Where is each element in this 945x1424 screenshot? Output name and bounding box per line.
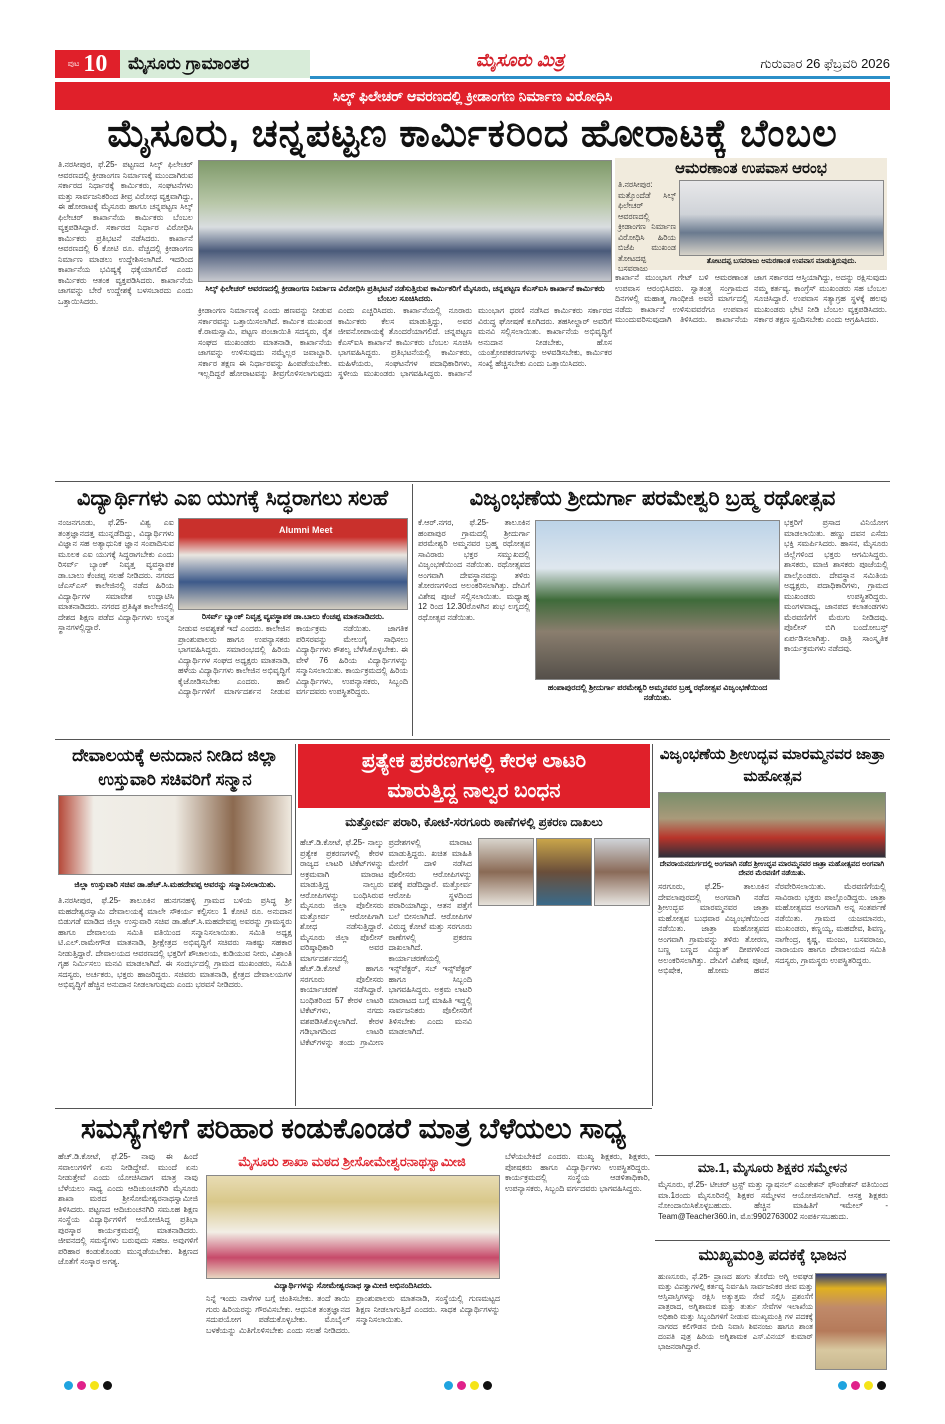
ai-story-headline: ವಿದ್ಯಾರ್ಥಿಗಳು ಎಐ ಯುಗಕ್ಕೆ ಸಿದ್ಧರಾಗಲು ಸಲಹೆ — [76, 487, 389, 510]
divider — [55, 481, 890, 482]
lead-body-left: ತಿ.ನರಸೀಪುರ, ಫೆ.25- ಪಟ್ಟಣದ ಸಿಲ್ಕ್ ಫಿಲೇಚರ್ ಆವರಣದಲ್ಲಿ ಕ್ರೀಡಾಂಗಣ ನಿರ್ಮಾಣಕ್ಕೆ ಮುಂದಾಗಿರುವ ಸರ್ಕಾರದ ನಿರ್ಧಾರಕ್ಕೆ ಕಾರ್ಮಿಕರು, ಸಂಘಟನೆಗಳು ಮತ್ತು ಸಾರ್ವಜನಿಕರಿಂದ ತೀವ್ರ ವಿರೋಧ ವ್ಯಕ್ತವಾಗಿದ್ದು, ಈ ಹೋರಾಟಕ್ಕೆ ಮೈಸೂರು ಹಾಗೂ ಚನ್ನಪಟ್ಟಣ ಸಿಲ್ಕ್ ಫಿಲೇಚರ್ ಕಾರ್ಖಾನೆಯ ಕಾರ್ಮಿಕರು ಬೆಂಬಲ ವ್ಯಕ್ತಪಡಿಸಿದ್ದಾರೆ. ಸರ್ಕಾರದ ನಿರ್ಧಾರ ವಿರೋಧಿಸಿ ಕಾರ್ಮಿಕರು ಪ್ರತಿಭಟನೆ ನಡೆಸಿದರು. ಕಾರ್ಖಾನೆ ಆವರಣದಲ್ಲಿ 6 ಕೋಟಿ ರೂ. ವೆಚ್ಚದಲ್ಲಿ ಕ್ರೀಡಾಂಗಣ ನಿರ್ಮಾಣ ಮಾಡಲು ಉದ್ದೇಶಿಸಲಾಗಿದೆ. ಇದರಿಂದ ಕಾರ್ಖಾನೆಯ ಭವಿಷ್ಯಕ್ಕೆ ಧಕ್ಕೆಯಾಗಲಿದೆ ಎಂದು ಕಾರ್ಮಿಕರು ಆತಂಕ ವ್ಯಕ್ತಪಡಿಸಿದರು. ಕಾರ್ಖಾನೆಯ ಜಾಗವನ್ನು ಬೇರೆ ಉದ್ದೇಶಕ್ಕೆ ಬಳಸಬಾರದು ಎಂದು ಒತ್ತಾಯಿಸಿದರು. — [58, 160, 193, 306]
divider — [55, 1108, 652, 1109]
fast-box-body: ತಿ.ನರಸೀಪುರ: ಮತ್ತೊಂದೆಡೆ ಸಿಲ್ಕ್ ಫಿಲೇಚರ್ ಆವರಣದಲ್ಲಿ ಕ್ರೀಡಾಂಗಣ ನಿರ್ಮಾಣ ವಿರೋಧಿಸಿ ಹಿರಿಯ ಬಿಜೆಪಿ ಮುಖಂಡ ತೋಟದಪ್ಪ ಬಸವರಾಜು — [618, 180, 676, 273]
column-divider — [652, 744, 653, 1106]
durga-story-headline: ವಿಜೃಂಭಣೆಯ ಶ್ರೀದುರ್ಗಾ ಪರಮೇಶ್ವರಿ ಬ್ರಹ್ಮ ರಥೋತ್ಸವ — [469, 487, 836, 510]
lottery-subhead: ಮತ್ತೋರ್ವ ಪರಾರಿ, ಕೋಟೆ-ಸರಗೂರು ಠಾಣೆಗಳಲ್ಲಿ ಪ್ರಕರಣ ದಾಖಲು — [345, 815, 603, 829]
accused-photo-1 — [478, 838, 534, 906]
column-divider — [295, 744, 296, 1106]
problems-body-left: ಹೆಚ್.ಡಿ.ಕೋಟೆ, ಫೆ.25- ನಾವು ಈ ಹಿಂದೆ ಸವಾಲುಗಳಿಗೆ ಏನು ನೀಡಿದ್ದೇವೆ. ಮುಂದೆ ಏನು ನೀಡುತ್ತೇವೆ ಎಂದು ಯೋಚಿಸಿದಾಗ ಮಾತ್ರ ನಾವು ಬೆಳೆಯಲು ಸಾಧ್ಯ ಎಂದು ಆದಿಚುಂಚನಗಿರಿ ಮೈಸೂರು ಶಾಖಾ ಮಠದ ಶ್ರೀಸೋಮೇಶ್ವರನಾಥಸ್ವಾಮೀಜಿ ತಿಳಿಸಿದರು. ಪಟ್ಟಣದ ಆದಿಚುಂಚನಗಿರಿ ಸಮೂಹ ಶಿಕ್ಷಣ ಸಂಸ್ಥೆಯ ವಿದ್ಯಾರ್ಥಿಗಳಿಗೆ ಆಯೋಜಿಸಿದ್ದ ಪ್ರತಿಭಾ ಪುರಸ್ಕಾರ ಕಾರ್ಯಕ್ರಮದಲ್ಲಿ ಮಾತನಾಡಿದರು. ಜೀವನದಲ್ಲಿ ಸಮಸ್ಯೆಗಳು ಬರುವುದು ಸಹಜ. ಅವುಗಳಿಗೆ ಪರಿಹಾರ ಕಂಡುಕೊಂಡು ಮುನ್ನಡೆಯಬೇಕು. ಶಿಕ್ಷಣದ ಜೊತೆಗೆ ಸಂಸ್ಕಾರ ಅಗತ್ಯ. — [58, 1152, 198, 1266]
alumni-banner-text: Alumni Meet — [279, 525, 333, 535]
durga-photo-caption: ಹಂಪಾಪುರದಲ್ಲಿ ಶ್ರೀದುರ್ಗಾ ಪರಮೇಶ್ವರಿ ಅಮ್ಮನವರ ಬ್ರಹ್ಮ ರಥೋತ್ಸವ ವಿಜೃಂಭಣೆಯಿಂದ ನಡೆಯಿತು. — [547, 683, 768, 702]
accused-photo-2 — [536, 838, 592, 906]
lottery-body: ಹೆಚ್.ಡಿ.ಕೋಟೆ, ಫೆ.25- ನಾಲ್ಕು ಪ್ರತ್ಯೇಕ ಪ್ರಕರಣಗಳಲ್ಲಿ ಕೇರಳ ರಾಜ್ಯದ ಲಾಟರಿ ಟಿಕೆಟ್‌ಗಳನ್ನು ಅಕ್ರಮವಾಗಿ ಮಾರಾಟ ಮಾಡುತ್ತಿದ್ದ ನಾಲ್ವರು ಆರೋಪಿಗಳನ್ನು ಬಂಧಿಸಿರುವ ಮೈಸೂರು ಜಿಲ್ಲಾ ಪೊಲೀಸರು ಮತ್ತೋರ್ವ ಆರೋಪಿಗಾಗಿ ಶೋಧ ನಡೆಸುತ್ತಿದ್ದಾರೆ. ಮೈಸೂರು ಜಿಲ್ಲಾ ಪೊಲೀಸ್ ವರಿಷ್ಠಾಧಿಕಾರಿ ಅವರ ಮಾರ್ಗದರ್ಶನದಲ್ಲಿ ಹೆಚ್.ಡಿ.ಕೋಟೆ ಹಾಗೂ ಸರಗೂರು ಪೊಲೀಸರು ಕಾರ್ಯಾಚರಣೆ ನಡೆಸಿದ್ದಾರೆ. ಬಂಧಿತರಿಂದ 57 ಕೇರಳ ಲಾಟರಿ ಟಿಕೆಟ್‌ಗಳು, ನಗದು ವಶಪಡಿಸಿಕೊಳ್ಳಲಾಗಿದೆ. ಕೇರಳ ಗಡಿಭಾಗದಿಂದ ಲಾಟರಿ ಟಿಕೆಟ್‌ಗಳನ್ನು ತಂದು ಗ್ರಾಮೀಣ ಪ್ರದೇಶಗಳಲ್ಲಿ ಮಾರಾಟ ಮಾಡುತ್ತಿದ್ದರು. ಖಚಿತ ಮಾಹಿತಿ ಮೇರೆಗೆ ದಾಳಿ ನಡೆಸಿದ ಪೊಲೀಸರು ಆರೋಪಿಗಳನ್ನು ವಶಕ್ಕೆ ಪಡೆದಿದ್ದಾರೆ. ಮತ್ತೋರ್ವ ಆರೋಪಿ ಸ್ಥಳದಿಂದ ಪರಾರಿಯಾಗಿದ್ದು, ಆತನ ಪತ್ತೆಗೆ ಬಲೆ ಬೀಸಲಾಗಿದೆ. ಆರೋಪಿಗಳ ವಿರುದ್ಧ ಕೋಟೆ ಮತ್ತು ಸರಗೂರು ಠಾಣೆಗಳಲ್ಲಿ ಪ್ರಕರಣ ದಾಖಲಾಗಿದೆ. ಕಾರ್ಯಾಚರಣೆಯಲ್ಲಿ ಇನ್ಸ್‌ಪೆಕ್ಟರ್, ಸಬ್ ಇನ್ಸ್‌ಪೆಕ್ಟರ್ ಹಾಗೂ ಸಿಬ್ಬಂದಿ ಭಾಗವಹಿಸಿದ್ದರು. ಅಕ್ರಮ ಲಾಟರಿ ಮಾರಾಟದ ಬಗ್ಗೆ ಮಾಹಿತಿ ಇದ್ದಲ್ಲಿ ಸಾರ್ವಜನಿಕರು ಪೊಲೀಸರಿಗೆ ತಿಳಿಸಬೇಕು ಎಂದು ಮನವಿ ಮಾಡಲಾಗಿದೆ. — [300, 838, 472, 1047]
hunger-strike-photo — [679, 180, 884, 256]
lead-headline: ಮೈಸೂರು, ಚನ್ನಪಟ್ಟಣ ಕಾರ್ಮಿಕರಿಂದ ಹೋರಾಟಕ್ಕೆ ಬೆಂಬಲ — [107, 113, 838, 155]
rathotsava-photo — [535, 520, 780, 680]
page-label: ಪುಟ — [67, 59, 80, 68]
registration-marks-right — [834, 1377, 886, 1395]
accused-photo-3 — [594, 838, 650, 906]
medal-headline: ಮುಖ್ಯಮಂತ್ರಿ ಪದಕಕ್ಕೆ ಭಾಜನ — [698, 1247, 847, 1264]
ai-story-body-main: ನೀಡುವ ಅವಶ್ಯಕತೆ ಇದೆ ಎಂದರು. ಕಾಲೇಜಿನ ಪ್ರಾಂಶುಪಾಲರು ಹಾಗೂ ಉಪನ್ಯಾಸಕರು ಭಾಗವಹಿಸಿದ್ದರು. ಸಮಾರಂಭದಲ್ಲಿ ಹಿರಿಯ ವಿದ್ಯಾರ್ಥಿಗಳ ಸಂಘದ ಅಧ್ಯಕ್ಷರು ಮಾತನಾಡಿ, ಹಳೆಯ ವಿದ್ಯಾರ್ಥಿಗಳು ಕಾಲೇಜಿನ ಅಭಿವೃದ್ಧಿಗೆ ಕೈಜೋಡಿಸಬೇಕು ಎಂದರು. ಹಾಲಿ ವಿದ್ಯಾರ್ಥಿಗಳಿಗೆ ಮಾರ್ಗದರ್ಶನ ನೀಡುವ ಕಾರ್ಯಕ್ರಮ ನಡೆಯಿತು. ಜಾಗತಿಕ ಪರಿಸರವನ್ನು ಮೇಲುಗೈ ಸಾಧಿಸಲು ವಿದ್ಯಾರ್ಥಿಗಳು ಕೌಶಲ್ಯ ಬೆಳೆಸಿಕೊಳ್ಳಬೇಕು. ಈ ವೇಳೆ 76 ಹಿರಿಯ ವಿದ್ಯಾರ್ಥಿಗಳನ್ನು ಸನ್ಮಾನಿಸಲಾಯಿತು. ಕಾರ್ಯಕ್ರಮದಲ್ಲಿ ಹಿರಿಯ ವಿದ್ಯಾರ್ಥಿಗಳು, ಉಪನ್ಯಾಸಕರು, ಸಿಬ್ಬಂದಿ ವರ್ಗದವರು ಉಪಸ್ಥಿತರಿದ್ದರು. — [178, 624, 408, 696]
lottery-headline-box — [298, 744, 650, 808]
medal-body: ಹುಣಸೂರು, ಫೆ.25- ಪ್ರಾಣದ ಹಂಗು ತೊರೆದು ಅಗ್ನಿ ಅವಘಡ ಮತ್ತು ವಿಪತ್ತುಗಳಲ್ಲಿ ಕರ್ತವ್ಯ ನಿರ್ವಹಿಸಿ ಸಾರ್ವಜನಿಕರ ಜೀವ ಮತ್ತು ಆಸ್ತಿಪಾಸ್ತಿಗಳನ್ನು ರಕ್ಷಿಸಿ ಅತ್ಯುತ್ತಮ ಸೇವೆ ಸಲ್ಲಿಸಿ ಪ್ರಶಂಸೆಗೆ ಪಾತ್ರರಾದ, ಅಗ್ನಿಶಾಮಕ ಮತ್ತು ತುರ್ತು ಸೇವೆಗಳ ಇಲಾಖೆಯ ಅಧಿಕಾರಿ ಮತ್ತು ಸಿಬ್ಬಂದಿಗಳಿಗೆ ನೀಡುವ ಮುಖ್ಯಮಂತ್ರಿ ಗಳ ಪದಕಕ್ಕೆ ನಾಗರದ ಕಲಿಗೌಡನ ಬೀದಿ ನಿವಾಸಿ ಶಿವನಂಜು ಹಾಗೂ ಶಾಂತ ದಂಪತಿ ಪುತ್ರ ಹಿರಿಯ ಅಗ್ನಿಶಾಮಕ ಎಸ್.ವಿನಯ್ ಕುಮಾರ್ ಭಾಜನರಾಗಿದ್ದಾರೆ. — [658, 1272, 813, 1351]
newspaper-logo: ಮೈಸೂರು ಮಿತ್ರ — [475, 50, 565, 70]
problems-headline: ಸಮಸ್ಯೆಗಳಿಗೆ ಪರಿಹಾರ ಕಂಡುಕೊಂಡರೆ ಮಾತ್ರ ಬೆಳೆಯಲು ಸಾಧ್ಯ — [80, 1113, 627, 1144]
felicitation-students-photo — [206, 1175, 500, 1279]
column-divider — [412, 484, 413, 736]
teachers-meet-headline: ಮಾ.1, ಮೈಸೂರು ಶಿಕ್ಷಕರ ಸಮ್ಮೇಳನ — [697, 1160, 848, 1175]
page-number: 10 — [83, 50, 108, 77]
teachers-meet-body: ಮೈಸೂರು, ಫೆ.25- ಟೀಚರ್ ಟ್ರಸ್ಟ್ ಮತ್ತು ನ್ಯಾಷನಲ್ ಎಜುಕೇಶನ್ ಫೌಂಡೇಶನ್ ವತಿಯಿಂದ ಮಾ.1ರಂದು ಮೈಸೂರಿನಲ್ಲಿ ಶಿಕ್ಷಕರ ಸಮ್ಮೇಳನ ಆಯೋಜಿಸಲಾಗಿದೆ. ಆಸಕ್ತ ಶಿಕ್ಷಕರು ನೋಂದಾಯಿಸಿಕೊಳ್ಳಬಹುದು. ಹೆಚ್ಚಿನ ಮಾಹಿತಿಗೆ ಇಮೇಲ್ - Team@Teacher360.in, ಮೊ:9902763002 ಸಂಪರ್ಕಿಸಬಹುದು. — [658, 1180, 888, 1221]
felicitation-photo — [58, 795, 292, 875]
divider — [655, 1155, 890, 1156]
registration-marks-left — [60, 1377, 112, 1395]
lead-photo-caption: ಸಿಲ್ಕ್ ಫಿಲೇಚರ್ ಆವರಣದಲ್ಲಿ ಕ್ರೀಡಾಂಗಣ ನಿರ್ಮಾಣ ವಿರೋಧಿಸಿ ಪ್ರತಿಭಟನೆ ನಡೆಸುತ್ತಿರುವ ಕಾರ್ಮಿಕರಿಗೆ ಮೈಸೂರು, ಚನ್ನಪಟ್ಟಣ ಕೆಎಸ್‌ಐಸಿ ಕಾರ್ಖಾನೆ ಕಾರ್ಮಿಕರು ಬೆಂಬಲ ಸೂಚಿಸಿದರು. — [205, 284, 605, 303]
protest-photo — [198, 160, 612, 282]
temple-body: ತಿ.ನರಸೀಪುರ, ಫೆ.25- ತಾಲೂಕಿನ ಹುನಗನಹಳ್ಳಿ ಗ್ರಾಮದ ಬಳಿಯ ಪ್ರಸಿದ್ಧ ಶ್ರೀ ಮಹದೇಶ್ವರಸ್ವಾಮಿ ದೇವಾಲಯಕ್ಕೆ ಮಾಲೇ ಸೌಕರ್ಯ ಕಲ್ಪಿಸಲು 1 ಕೋಟಿ ರೂ. ಅನುದಾನ ಬಿಡುಗಡೆ ಮಾಡಿದ ಜಿಲ್ಲಾ ಉಸ್ತುವಾರಿ ಸಚಿವ ಡಾ.ಹೆಚ್.ಸಿ.ಮಹದೇವಪ್ಪ ಅವರನ್ನು ಗ್ರಾಮಸ್ಥರು ಹಾಗೂ ದೇವಾಲಯ ಸಮಿತಿ ವತಿಯಿಂದ ಸನ್ಮಾನಿಸಲಾಯಿತು. ಸಮಿತಿ ಅಧ್ಯಕ್ಷ ಟಿ.ಎಲ್.ರಾಮೇಗೌಡ ಮಾತನಾಡಿ, ಶ್ರೀಕ್ಷೇತ್ರದ ಅಭಿವೃದ್ಧಿಗೆ ಸಚಿವರು ಸಾಕಷ್ಟು ಸಹಕಾರ ನೀಡುತ್ತಿದ್ದಾರೆ. ದೇವಾಲಯದ ಆವರಣದಲ್ಲಿ ಭಕ್ತರಿಗೆ ಶೌಚಾಲಯ, ಕುಡಿಯುವ ನೀರು, ವಿಶ್ರಾಂತಿ ಗೃಹ ನಿರ್ಮಿಸಲು ಮನವಿ ಮಾಡಲಾಗಿದೆ. ಈ ಸಂದರ್ಭದಲ್ಲಿ ಗ್ರಾಮದ ಮುಖಂಡರು, ಸಮಿತಿ ಸದಸ್ಯರು, ಅರ್ಚಕರು, ಭಕ್ತರು ಹಾಜರಿದ್ದರು. ಸಚಿವರು ಮಾತನಾಡಿ, ಕ್ಷೇತ್ರದ ದೇವಾಲಯಗಳ ಅಭಿವೃದ್ಧಿಗೆ ಹೆಚ್ಚಿನ ಅನುದಾನ ನೀಡಲಾಗುವುದು ಎಂದು ಭರವಸೆ ನೀಡಿದರು. — [58, 896, 292, 989]
divider — [655, 1240, 890, 1241]
temple-story-headline: ದೇವಾಲಯಕ್ಕೆ ಅನುದಾನ ನೀಡಿದ ಜಿಲ್ಲಾ ಉಸ್ತುವಾರಿ ಸಚಿವರಿಗೆ ಸನ್ಮಾನ — [72, 746, 278, 789]
issue-date: ಗುರುವಾರ 26 ಫೆಬ್ರವರಿ 2026 — [760, 56, 890, 71]
jatra-photo-caption: ದೇವರಾಯನದುರ್ಗದಲ್ಲಿ ಅಂಗವಾಗಿ ನಡೆದ ಶ್ರೀಉದ್ಭವ ಮಾರಮ್ಮನವರ ಜಾತ್ರಾ ಮಹೋತ್ಸವದ ಅಂಗವಾಗಿ ದೇವರ ಮೆರವಣಿಗೆ ನಡೆಯಿತು. — [659, 861, 885, 877]
lottery-headline-line2: ಮಾರುತ್ತಿದ್ದ ನಾಲ್ವರ ಬಂಧನ — [387, 780, 561, 802]
problems-subhead: ಮೈಸೂರು ಶಾಖಾ ಮಠದ ಶ್ರೀಸೋಮೇಶ್ವರನಾಥಸ್ವಾಮೀಜಿ — [238, 1154, 466, 1169]
lottery-headline-line1: ಪ್ರತ್ಯೇಕ ಪ್ರಕರಣಗಳಲ್ಲಿ ಕೇರಳ ಲಾಟರಿ — [361, 750, 587, 772]
ai-photo-caption: ರಿಸರ್ವ್ ಬ್ಯಾಂಕ್ ನಿವೃತ್ತ ವ್ಯವಸ್ಥಾಪಕ ಡಾ.ಬಾಲು ಕೆಂಚಪ್ಪ ಮಾತನಾಡಿದರು. — [201, 612, 385, 621]
problems-body-right: ಬೆಳೆಯಬೇಕಿದೆ ಎಂದರು. ಮುಖ್ಯ ಶಿಕ್ಷಕರು, ಶಿಕ್ಷಕರು, ಪೋಷಕರು ಹಾಗೂ ವಿದ್ಯಾರ್ಥಿಗಳು ಉಪಸ್ಥಿತರಿದ್ದರು. ಕಾರ್ಯಕ್ರಮದಲ್ಲಿ ಸಂಸ್ಥೆಯ ಆಡಳಿತಾಧಿಕಾರಿ, ಉಪನ್ಯಾಸಕರು, ಸಿಬ್ಬಂದಿ ವರ್ಗದವರು ಭಾಗವಹಿಸಿದ್ದರು. — [505, 1152, 650, 1193]
divider — [55, 739, 890, 740]
problems-photo-caption: ವಿದ್ಯಾರ್ಥಿಗಳನ್ನು ಸೋಮೇಶ್ವರನಾಥ ಸ್ವಾಮೀಜಿ ಅಭಿನಂದಿಸಿದರು. — [274, 1281, 432, 1290]
durga-body-main: ಭಕ್ತರಿಗೆ ಪ್ರಸಾದ ವಿನಿಯೋಗ ಮಾಡಲಾಯಿತು. ಹಣ್ಣು ದವನ ಎಸೆದು ಭಕ್ತಿ ಸಮರ್ಪಿಸಿದರು. ಹಾಸನ, ಮೈಸೂರು ಜಿಲ್ಲೆಗಳಿಂದ ಭಕ್ತರು ಆಗಮಿಸಿದ್ದರು. ಶಾಸಕರು, ಮಾಜಿ ಶಾಸಕರು ಪೂಜೆಯಲ್ಲಿ ಪಾಲ್ಗೊಂಡರು. ದೇವಸ್ಥಾನ ಸಮಿತಿಯ ಅಧ್ಯಕ್ಷರು, ಪದಾಧಿಕಾರಿಗಳು, ಗ್ರಾಮದ ಮುಖಂಡರು ಉಪಸ್ಥಿತರಿದ್ದರು. ಮಂಗಳವಾದ್ಯ, ಜಾನಪದ ಕಲಾತಂಡಗಳು ಮೆರವಣಿಗೆಗೆ ಮೆರುಗು ನೀಡಿದವು. ಪೊಲೀಸ್ ಬಿಗಿ ಬಂದೋಬಸ್ತ್ ಏರ್ಪಡಿಸಲಾಗಿತ್ತು. ರಾತ್ರಿ ಸಾಂಸ್ಕೃತಿಕ ಕಾರ್ಯಕ್ರಮಗಳು ನಡೆದವು. — [784, 518, 888, 653]
durga-body-left: ಕೆ.ಆರ್.ನಗರ, ಫೆ.25- ತಾಲೂಕಿನ ಹಂಪಾಪುರ ಗ್ರಾಮದಲ್ಲಿ ಶ್ರೀದುರ್ಗಾ ಪರಮೇಶ್ವರಿ ಅಮ್ಮನವರ ಬ್ರಹ್ಮ ರಥೋತ್ಸವ ಸಾವಿರಾರು ಭಕ್ತರ ಸಮ್ಮುಖದಲ್ಲಿ ವಿಜೃಂಭಣೆಯಿಂದ ನಡೆಯಿತು. ರಥೋತ್ಸವದ ಅಂಗವಾಗಿ ದೇವಸ್ಥಾನವನ್ನು ತಳಿರು ತೋರಣಗಳಿಂದ ಅಲಂಕರಿಸಲಾಗಿತ್ತು. ದೇವಿಗೆ ವಿಶೇಷ ಪೂಜೆ ಸಲ್ಲಿಸಲಾಯಿತು. ಮಧ್ಯಾಹ್ನ 12 ರಿಂದ 12.30ರೊಳಗಿನ ಶುಭ ಲಗ್ನದಲ್ಲಿ ರಥೋತ್ಸವ ನಡೆಯಿತು. — [418, 518, 530, 622]
fast-box — [615, 158, 887, 273]
lead-body-main: ಕ್ರೀಡಾಂಗಣ ನಿರ್ಮಾಣಕ್ಕೆ ಎಂದು ಹಣವನ್ನು ನೀಡುವ ಸರ್ಕಾರವನ್ನು ಒತ್ತಾಯಿಸಲಾಗಿದೆ. ಕಾರ್ಮಿಕ ಮುಖಂಡ ಕೆ.ರಾಮಸ್ವಾಮಿ, ಪಟ್ಟಣ ಪಂಚಾಯಿತಿ ಸದಸ್ಯರು, ರೈತ ಸಂಘದ ಮುಖಂಡರು ಮಾತನಾಡಿ, ಕಾರ್ಖಾನೆಯ ಜಾಗವನ್ನು ಉಳಿಸುವುದು ನಮ್ಮೆಲ್ಲರ ಜವಾಬ್ದಾರಿ. ಸರ್ಕಾರ ತಕ್ಷಣ ಈ ನಿರ್ಧಾರವನ್ನು ಹಿಂಪಡೆಯಬೇಕು. ಇಲ್ಲದಿದ್ದರೆ ಹೋರಾಟವನ್ನು ತೀವ್ರಗೊಳಿಸಲಾಗುವುದು ಎಂದು ಎಚ್ಚರಿಸಿದರು. ಕಾರ್ಖಾನೆಯಲ್ಲಿ ನೂರಾರು ಕಾರ್ಮಿಕರು ಕೆಲಸ ಮಾಡುತ್ತಿದ್ದು, ಅವರ ಜೀವನೋಪಾಯಕ್ಕೆ ತೊಂದರೆಯಾಗಲಿದೆ. ಚನ್ನಪಟ್ಟಣ ಕೆಎಸ್‌ಐಸಿ ಕಾರ್ಖಾನೆ ಕಾರ್ಮಿಕರು ಬೆಂಬಲ ಸೂಚಿಸಿ ಭಾಗವಹಿಸಿದ್ದರು. ಪ್ರತಿಭಟನೆಯಲ್ಲಿ ಕಾರ್ಮಿಕರು, ಮಹಿಳೆಯರು, ಸಂಘಟನೆಗಳ ಪದಾಧಿಕಾರಿಗಳು, ಸ್ಥಳೀಯ ಮುಖಂಡರು ಭಾಗವಹಿಸಿದ್ದರು. ಕಾರ್ಖಾನೆ ಮುಂಭಾಗ ಧರಣಿ ನಡೆಸಿದ ಕಾರ್ಮಿಕರು ಸರ್ಕಾರದ ವಿರುದ್ಧ ಘೋಷಣೆ ಕೂಗಿದರು. ತಹಸೀಲ್ದಾರ್ ಅವರಿಗೆ ಮನವಿ ಸಲ್ಲಿಸಲಾಯಿತು. ಕಾರ್ಖಾನೆಯ ಅಭಿವೃದ್ಧಿಗೆ ಅನುದಾನ ನೀಡಬೇಕು, ಹೊಸ ಯಂತ್ರೋಪಕರಣಗಳನ್ನು ಅಳವಡಿಸಬೇಕು, ಕಾರ್ಮಿಕರ ಸಂಖ್ಯೆ ಹೆಚ್ಚಿಸಬೇಕು ಎಂದು ಒತ್ತಾಯಿಸಿದರು. — [198, 306, 612, 378]
jatra-headline: ವಿಜೃಂಭಣೆಯ ಶ್ರೀಉದ್ಭವ ಮಾರಮ್ಮನವರ ಜಾತ್ರಾ ಮಹೋತ್ಸವ — [659, 746, 886, 785]
fast-box-body-more: ಕಾರ್ಖಾನೆ ಮುಂಭಾಗ ಗೇಟ್ ಬಳಿ ಆಮರಣಾಂತ ಉಪವಾಸ ಆರಂಭಿಸಿದರು. ಸ್ವಾತಂತ್ರ್ಯ ಸಂಗ್ರಾಮದ ದಿನಗಳಲ್ಲಿ ಮಹಾತ್ಮ ಗಾಂಧೀಜಿ ಅವರ ಮಾರ್ಗದಲ್ಲಿ ನಡೆದು ಕಾರ್ಖಾನೆ ಉಳಿಸುವವರೆಗೂ ಉಪವಾಸ ಮುಂದುವರಿಸುವುದಾಗಿ ತಿಳಿಸಿದರು. ಕಾರ್ಖಾನೆಯ ಜಾಗ ಸರ್ಕಾರದ ಆಸ್ತಿಯಾಗಿದ್ದು, ಅದನ್ನು ರಕ್ಷಿಸುವುದು ನಮ್ಮ ಕರ್ತವ್ಯ. ಕಾಂಗ್ರೆಸ್ ಮುಖಂಡರು ಸಹ ಬೆಂಬಲ ಸೂಚಿಸಿದ್ದಾರೆ. ಉಪವಾಸ ಸತ್ಯಾಗ್ರಹ ಸ್ಥಳಕ್ಕೆ ಹಲವು ಮುಖಂಡರು ಭೇಟಿ ನೀಡಿ ಬೆಂಬಲ ವ್ಯಕ್ತಪಡಿಸಿದರು. ಸರ್ಕಾರ ತಕ್ಷಣ ಸ್ಪಂದಿಸಬೇಕು ಎಂದು ಆಗ್ರಹಿಸಿದರು. — [615, 273, 887, 324]
registration-marks-center — [440, 1377, 492, 1395]
alumni-meet-photo — [178, 518, 408, 610]
fast-box-caption: ತೋಟದಪ್ಪ ಬಸವರಾಜು ಆಮರಣಾಂತ ಉಪವಾಸ ಮಾಡುತ್ತಿರುವುದು. — [706, 258, 857, 265]
temple-photo-caption: ಜಿಲ್ಲಾ ಉಸ್ತುವಾರಿ ಸಚಿವ ಡಾ.ಹೆಚ್.ಸಿ.ಮಹದೇವಪ್ಪ ಅವರನ್ನು ಸನ್ಮಾನಿಸಲಾಯಿತು. — [74, 880, 276, 889]
jatra-photo — [658, 792, 886, 858]
problems-body-main: ನಿನ್ನೆ ಇಂದು ನಾಳೆಗಳ ಬಗ್ಗೆ ಚಿಂತಿಸಬೇಕು. ತಂದೆ ತಾಯಿ ಗುರು ಹಿರಿಯರನ್ನು ಗೌರವಿಸಬೇಕು. ಆಧುನಿಕ ತಂತ್ರಜ್ಞಾನದ ಸದುಪಯೋಗ ಪಡೆದುಕೊಳ್ಳಬೇಕು. ಮೊಬೈಲ್ ಬಳಕೆಯನ್ನು ಮಿತಿಗೊಳಿಸಬೇಕು ಎಂದು ಸಲಹೆ ನೀಡಿದರು. ಪ್ರಾಂಶುಪಾಲರು ಮಾತನಾಡಿ, ಸಂಸ್ಥೆಯಲ್ಲಿ ಗುಣಮಟ್ಟದ ಶಿಕ್ಷಣ ನೀಡಲಾಗುತ್ತಿದೆ ಎಂದರು. ಸಾಧಕ ವಿದ್ಯಾರ್ಥಿಗಳನ್ನು ಸನ್ಮಾನಿಸಲಾಯಿತು. — [206, 1294, 500, 1335]
jatra-body: ಸರಗೂರು, ಫೆ.25- ತಾಲೂಕಿನ ದೇವಲಾಪುರದಲ್ಲಿ ಅಂಗವಾಗಿ ನಡೆದ ಶ್ರೀಉದ್ಭವ ಮಾರಮ್ಮನವರ ಜಾತ್ರಾ ಮಹೋತ್ಸವ ಬುಧವಾರ ವಿಜೃಂಭಣೆಯಿಂದ ನಡೆಯಿತು. ಜಾತ್ರಾ ಮಹೋತ್ಸವದ ಅಂಗವಾಗಿ ಗ್ರಾಮವನ್ನು ತಳಿರು ತೋರಣ, ಬಣ್ಣ ಬಣ್ಣದ ವಿದ್ಯುತ್ ದೀಪಗಳಿಂದ ಅಲಂಕರಿಸಲಾಗಿತ್ತು. ದೇವಿಗೆ ವಿಶೇಷ ಪೂಜೆ, ಅಭಿಷೇಕ, ಹೋಮ ಹವನ ನೆರವೇರಿಸಲಾಯಿತು. ಮೆರವಣಿಗೆಯಲ್ಲಿ ಸಾವಿರಾರು ಭಕ್ತರು ಪಾಲ್ಗೊಂಡಿದ್ದರು. ಜಾತ್ರಾ ಮಹೋತ್ಸವದ ಅಂಗವಾಗಿ ಅನ್ನ ಸಂತರ್ಪಣೆ ನಡೆಯಿತು. ಗ್ರಾಮದ ಯಜಮಾನರು, ಮುಖಂಡರು, ಕಣ್ಣಯ್ಯ, ಮಹದೇವ, ಶಿವಣ್ಣ, ನಾಗೇಂದ್ರ, ಕೃಷ್ಣ, ಮಂಜು, ಬಸವರಾಜು, ನಾರಾಯಣ ಹಾಗೂ ದೇವಾಲಯದ ಸಮಿತಿ ಸದಸ್ಯರು, ಗ್ರಾಮಸ್ಥರು ಉಪಸ್ಥಿತರಿದ್ದರು. — [658, 882, 886, 975]
section-label: ಮೈಸೂರು ಗ್ರಾಮಾಂತರ — [120, 50, 310, 78]
kicker-banner: ಸಿಲ್ಕ್ ಫಿಲೇಚರ್ ಆವರಣದಲ್ಲಿ ಕ್ರೀಡಾಂಗಣ ನಿರ್ಮಾಣ ವಿರೋಧಿಸಿ — [55, 82, 890, 110]
header-rule — [310, 76, 890, 79]
fast-box-title: ಆಮರಣಾಂತ ಉಪವಾಸ ಆರಂಭ — [675, 160, 827, 177]
ai-story-body-left: ನಂಜನಗೂಡು, ಫೆ.25- ವಿಶ್ವ ಎಐ ತಂತ್ರಜ್ಞಾನದತ್ತ ಮುನ್ನಡೆದಿದ್ದು, ವಿದ್ಯಾರ್ಥಿಗಳು ವಿಜ್ಞಾನ ಸಹ ಅತ್ಯಾಧುನಿಕ ಜ್ಞಾನ ಸಂಪಾದಿಸುವ ಮೂಲಕ ಎಐ ಯುಗಕ್ಕೆ ಸಿದ್ಧರಾಗಬೇಕು ಎಂದು ರಿಸರ್ವ್ ಬ್ಯಾಂಕ್ ನಿವೃತ್ತ ವ್ಯವಸ್ಥಾಪಕ ಡಾ.ಬಾಲು ಕೆಂಚಪ್ಪ ಸಲಹೆ ನೀಡಿದರು. ನಗರದ ಜೆಎಸ್‌ಎಸ್ ಕಾಲೇಜಿನಲ್ಲಿ ನಡೆದ ಹಿರಿಯ ವಿದ್ಯಾರ್ಥಿಗಳ ಸಮಾವೇಶ ಉದ್ಘಾಟಿಸಿ ಮಾತನಾಡಿದರು. ನಗರದ ಪ್ರತಿಷ್ಠಿತ ಕಾಲೇಜಿನಲ್ಲಿ ದೇಶದ ಶಿಕ್ಷಣ ಪಡೆದ ವಿದ್ಯಾರ್ಥಿಗಳು ಉನ್ನತ ಸ್ಥಾನಗಳಲ್ಲಿದ್ದಾರೆ. — [58, 518, 174, 632]
page-number-box — [55, 50, 120, 78]
officer-portrait-photo — [815, 1273, 887, 1370]
